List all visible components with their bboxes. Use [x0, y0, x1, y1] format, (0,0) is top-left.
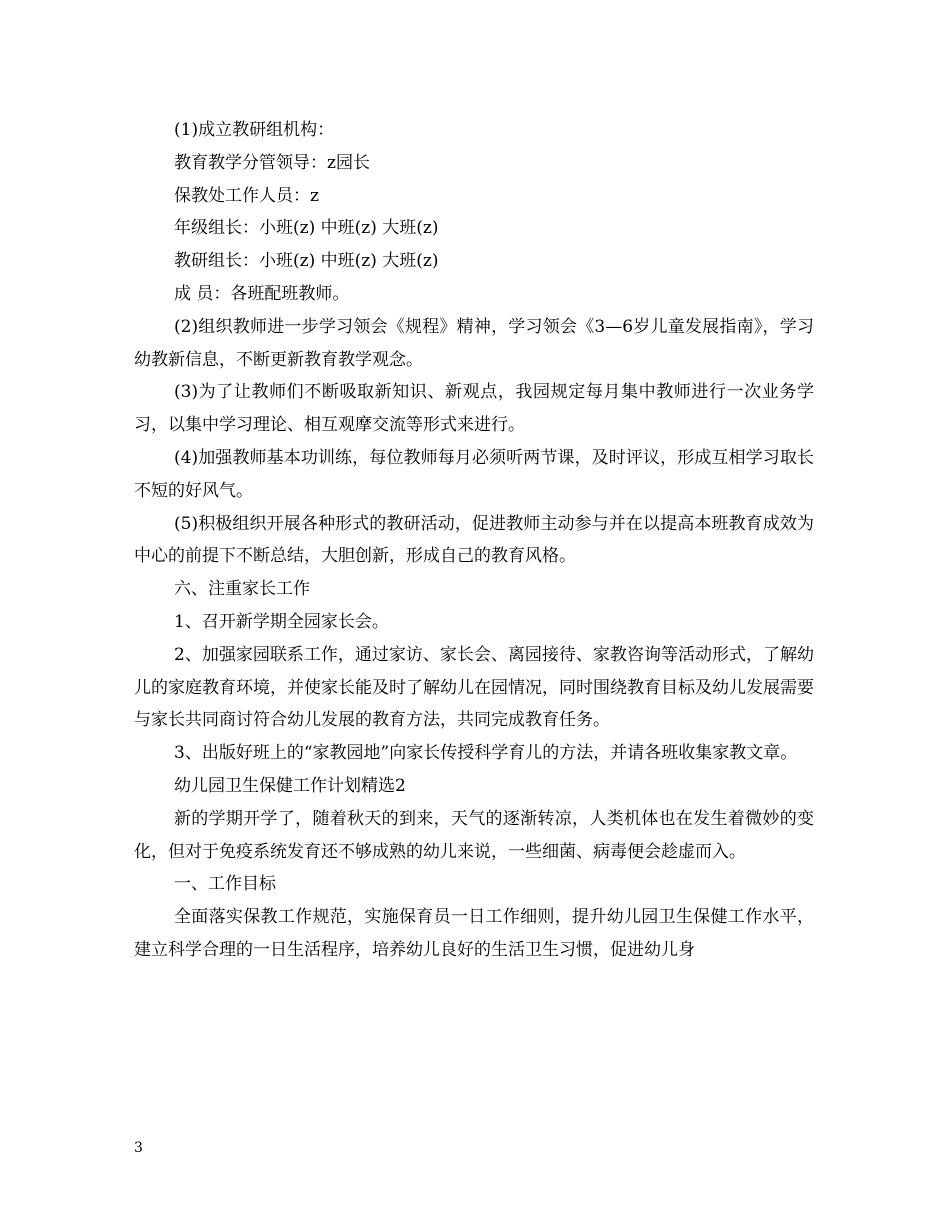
- paragraph: 保教处工作人员：z: [174, 185, 319, 206]
- section-title: 幼儿园卫生保健工作计划精选2: [174, 775, 406, 796]
- paragraph: (2)组织教师进一步学习领会《规程》精神，学习领会《3—6岁儿童发展指南》，学习幼教新信息，不断更新教育教学观念。: [134, 316, 814, 370]
- paragraph: (3)为了让教师们不断吸取新知识、新观点，我园规定每月集中教师进行一次业务学习，以集中学习理论、相互观摩交流等形式来进行。: [134, 382, 814, 436]
- paragraph: 1、召开新学期全园家长会。: [174, 611, 389, 632]
- paragraph: 2、加强家园联系工作，通过家访、家长会、离园接待、家教咨询等活动形式，了解幼儿的家庭教育环境，并使家长能及时了解幼儿在园情况，同时围绕教育目标及幼儿发展需要与家长共同商讨符合幼儿发展的教育方法，共同完成教育任务。: [134, 644, 814, 731]
- document-body: [134, 114, 814, 967]
- paragraph: (5)积极组织开展各种形式的教研活动，促进教师主动参与并在以提高本班教育成效为中心的前提下不断总结，大胆创新，形成自己的教育风格。: [134, 513, 814, 567]
- paragraph: (4)加强教师基本功训练，每位教师每月必须听两节课，及时评议，形成互相学习取长不短的好风气。: [134, 447, 814, 501]
- paragraph: 新的学期开学了，随着秋天的到来，天气的逐渐转凉，人类机体也在发生着微妙的变化，但对于免疫系统发育还不够成熟的幼儿来说，一些细菌、病毒便会趁虚而入。: [134, 808, 814, 862]
- paragraph: 3、出版好班上的“家教园地”向家长传授科学育儿的方法，并请各班收集家教文章。: [174, 743, 798, 764]
- section-heading: 一、工作目标: [174, 874, 276, 895]
- section-heading: 六、注重家长工作: [174, 579, 310, 600]
- paragraph: 成 员：各班配班教师。: [174, 283, 350, 304]
- page-number: 3: [134, 1140, 143, 1156]
- paragraph: 年级组长：小班(z) 中班(z) 大班(z): [174, 218, 439, 239]
- paragraph: 教研组长：小班(z) 中班(z) 大班(z): [174, 251, 439, 272]
- paragraph: 全面落实保教工作规范，实施保育员一日工作细则，提升幼儿园卫生保健工作水平，建立科学合理的一日生活程序，培养幼儿良好的生活卫生习惯，促进幼儿身: [134, 907, 814, 960]
- paragraph: 教育教学分管领导：z园长: [174, 152, 370, 173]
- paragraph: (1)成立教研组机构：: [174, 120, 335, 140]
